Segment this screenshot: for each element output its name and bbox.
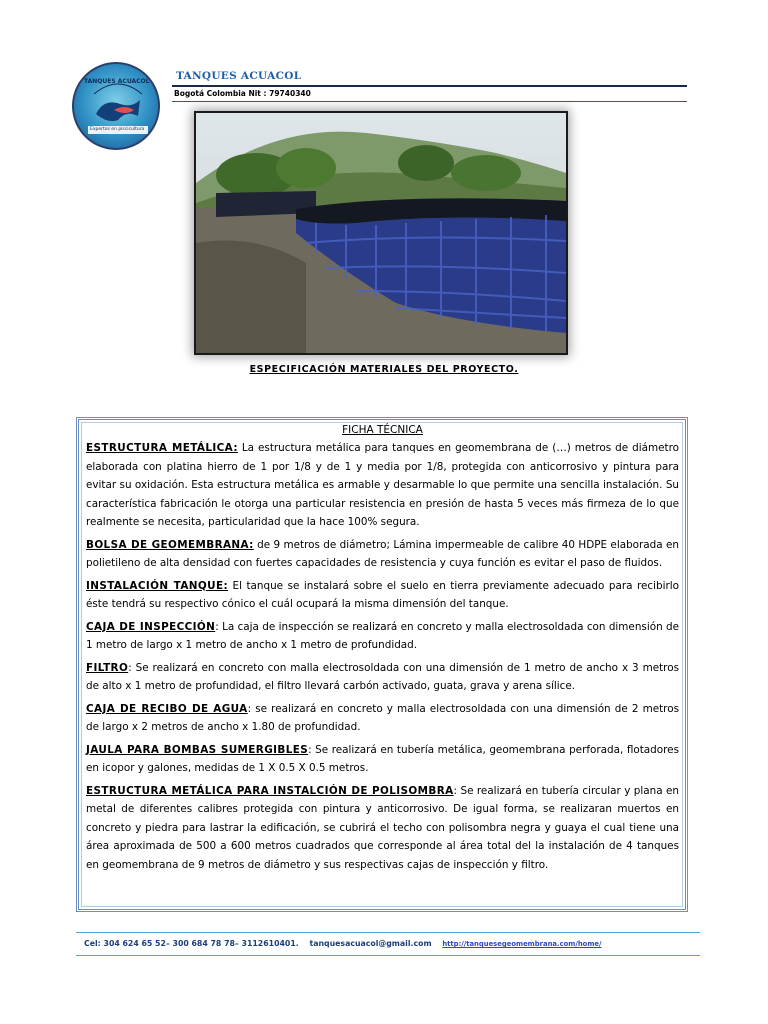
ficha-item bbox=[86, 782, 679, 875]
logo-text: TANQUES ACUACOL bbox=[84, 78, 150, 85]
logo-tagline: Expertos en piscicultura bbox=[90, 127, 145, 132]
ficha-item-label: ESTRUCTURA METÁLICA: bbox=[86, 442, 238, 454]
ficha-item bbox=[86, 741, 679, 778]
header-rule-thin bbox=[172, 101, 687, 102]
footer-contact bbox=[84, 939, 602, 948]
ficha-item-label: FILTRO bbox=[86, 661, 129, 674]
ficha-item-label: CAJA DE RECIBO DE AGUA bbox=[86, 702, 248, 715]
ficha-item-label: JAULA PARA BOMBAS SUMERGIBLES bbox=[86, 743, 309, 756]
fish-logo-icon bbox=[74, 64, 160, 150]
ficha-item-label: CAJA DE INSPECCIÓN bbox=[86, 620, 216, 633]
ficha-item-text: La estructura metálica para tanques en geomembrana de (…) metros de diámetro elaborada con platina hierro de 1 por 1/8 y de 1 y media por 1/8, protegida con anticorrosivo y pintura para evitar su oxidación. Esta estructura metálica es armable y desarmable lo que permite una sencilla instalación. Su característica fabricación le otorga una particular resistencia en presión de hasta 5 veces más firmeza de lo que realmente se necesita, particularidad que la hace 100% segura. bbox=[86, 442, 679, 528]
company-location-nit: Bogotá Colombia Nit : 79740340 bbox=[174, 89, 311, 98]
spec-title: ESPECIFICACIÓN MATERIALES DEL PROYECTO. bbox=[249, 364, 519, 375]
ficha-item-text: de 9 metros de diámetro; Lámina impermeable de calibre 40 HDPE elaborada en polietileno de alta densidad con fuertes capacidades de resistencia y cuya función es evitar el paso de fluidos. bbox=[86, 538, 679, 569]
ficha-item bbox=[86, 439, 679, 532]
ficha-item-text: : Se realizará en concreto con malla electrosoldada con una dimensión de 1 metro de ancho x 3 metros de alto x 1 metro de profundidad, el filtro llevará carbón activado, guata, grava y arena sílice. bbox=[86, 661, 679, 692]
ficha-item-label: INSTALACIÓN TANQUE: bbox=[86, 579, 229, 592]
ficha-item bbox=[86, 618, 679, 655]
footer-website-link[interactable]: http://tanquesegeomembrana.com/home/ bbox=[442, 940, 602, 948]
ficha-item-text: : La caja de inspección se realizará en concreto y malla electrosoldada con dimensión de 1 metro de largo x 1 metro de ancho x 1 metro de profundidad. bbox=[86, 620, 679, 651]
ficha-item-text: : Se realizará en tubería metálica, geomembrana perforada, flotadores en icopor y galones, medidas de 1 X 0.5 X 0.5 metros. bbox=[86, 743, 679, 774]
footer-email[interactable]: tanquesacuacol@gmail.com bbox=[309, 939, 432, 948]
ficha-tecnica-box bbox=[76, 417, 688, 912]
tank-photo bbox=[196, 113, 566, 353]
header-rule bbox=[172, 85, 687, 87]
tank-photo-image bbox=[196, 113, 566, 353]
ficha-item-text: : Se realizará en tubería circular y plana en metal de diferentes calibres protegida con pintura y anticorrosivo. De igual forma, se realizaran muertos en concreto y piedra para lastrar la edificación, se cubrirá el techo con polisombra negra y guaya el cual tiene una área aproximada de 500 a 600 metros cuadrados que corresponde al área total del la instalación de 4 tanques en geomembrana de 9 metros de diámetro y sus respectivas cajas de inspección y filtro. bbox=[86, 784, 680, 871]
company-name: TANQUES ACUACOL bbox=[176, 70, 302, 82]
ficha-item bbox=[86, 536, 679, 573]
ficha-item-text: : se realizará en concreto y malla electrosoldada con una dimensión de 2 metros de largo x 2 metros de ancho x 1.80 de profundidad. bbox=[86, 702, 679, 733]
footer-rule-top bbox=[76, 932, 700, 933]
ficha-item-label: ESTRUCTURA METÁLICA PARA INSTALCIÓN DE POLISOMBRA bbox=[86, 784, 454, 797]
footer-phones: Cel: 304 624 65 52– 300 684 78 78– 3112610401. bbox=[84, 939, 299, 948]
ficha-item bbox=[86, 659, 679, 696]
ficha-item bbox=[86, 700, 679, 737]
company-logo bbox=[72, 62, 160, 150]
ficha-title: FICHA TÉCNICA bbox=[342, 424, 423, 436]
ficha-item bbox=[86, 577, 679, 614]
ficha-item-label: BOLSA DE GEOMEMBRANA: bbox=[86, 538, 254, 551]
ficha-item-text: El tanque se instalará sobre el suelo en tierra previamente adecuado para recibirlo éste tendrá su respectivo cónico el cuál ocupará la misma dimensión del tanque. bbox=[86, 579, 679, 610]
footer-rule-bottom bbox=[76, 955, 700, 956]
